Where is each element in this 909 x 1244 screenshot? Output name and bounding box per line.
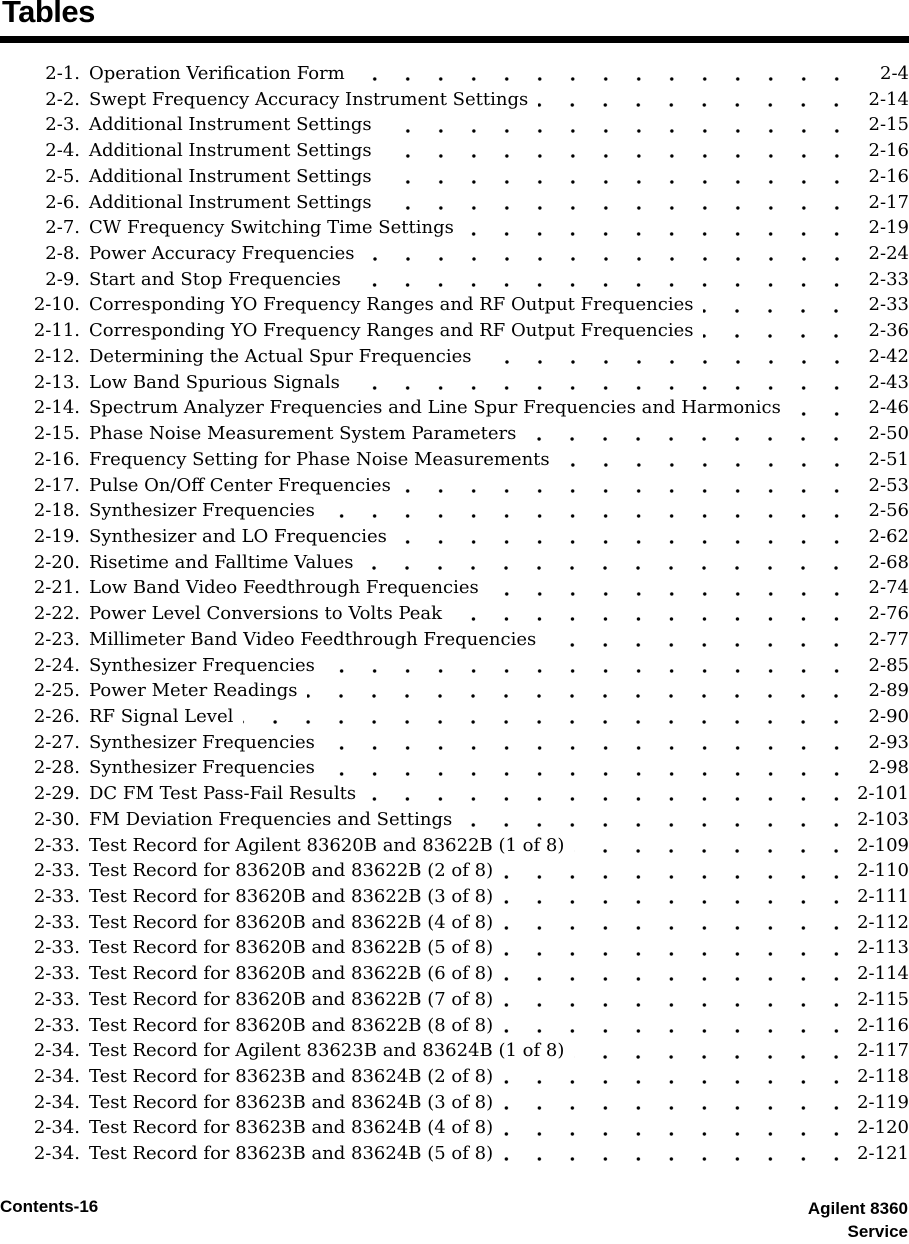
- dot-leader: [372, 138, 855, 164]
- toc-entry: [0, 498, 909, 524]
- toc-entry-number: 2-33.: [33, 937, 80, 959]
- toc-list: [0, 61, 909, 1167]
- toc-entry-page-number: 2-33: [868, 294, 909, 316]
- toc-entry: [0, 627, 909, 653]
- toc-entry-page-number: 2-46: [868, 397, 909, 419]
- dot-leader: [693, 292, 855, 318]
- toc-entry-number: 2-14.: [33, 397, 80, 419]
- toc-entry-page-number: 2-114: [857, 963, 909, 985]
- toc-entry-title: Pulse On/Off Center Frequencies: [89, 474, 391, 496]
- toc-entry-number: 2-20.: [33, 551, 80, 573]
- toc-entry-page-number: 2-36: [868, 320, 909, 342]
- dot-leader: [493, 1115, 855, 1141]
- toc-entry-title: Millimeter Band Video Feedthrough Frequencies: [89, 628, 537, 650]
- toc-entry-number: 2-33.: [33, 911, 80, 933]
- toc-entry: [0, 318, 909, 344]
- toc-entry-number: 2-33.: [33, 963, 80, 985]
- toc-entry: [0, 653, 909, 679]
- toc-entry-page-number: 2-42: [868, 345, 909, 367]
- toc-entry: [0, 755, 909, 781]
- toc-entry-number: 2-1.: [45, 63, 80, 84]
- toc-entry: [0, 910, 909, 936]
- toc-entry-number: 2-34.: [33, 1143, 80, 1165]
- toc-entry-title: Start and Stop Frequencies: [89, 268, 341, 290]
- toc-entry-page-number: 2-76: [868, 603, 909, 625]
- toc-entry-page-number: 2-103: [857, 808, 909, 830]
- toc-entry-title: Risetime and Falltime Values: [89, 551, 354, 573]
- toc-entry-title: Low Band Spurious Signals: [89, 371, 340, 393]
- toc-entry: [0, 1115, 909, 1141]
- toc-entry-title: Operation Verification Form: [89, 63, 345, 84]
- toc-entry-title: Test Record for 83620B and 83622B (7 of 8): [89, 988, 494, 1010]
- toc-entry-page-number: 2-120: [857, 1117, 909, 1139]
- toc-entry-number: 2-33.: [33, 860, 80, 882]
- toc-entry-page-number: 2-62: [868, 525, 909, 547]
- toc-entry-page-number: 2-24: [868, 243, 909, 265]
- dot-leader: [452, 807, 855, 833]
- dot-leader: [372, 164, 855, 190]
- toc-entry-number: 2-8.: [45, 243, 80, 265]
- toc-entry: [0, 138, 909, 164]
- toc-entry: [0, 241, 909, 267]
- dot-leader: [372, 190, 855, 216]
- toc-entry-page-number: 2-77: [868, 628, 909, 650]
- toc-entry-number: 2-5.: [45, 165, 80, 187]
- dot-leader: [353, 550, 855, 576]
- toc-entry: [0, 550, 909, 576]
- toc-entry-page-number: 2-109: [857, 834, 909, 856]
- toc-entry-page-number: 2-16: [868, 140, 909, 162]
- toc-entry: [0, 190, 909, 216]
- toc-entry-title: Test Record for 83620B and 83622B (2 of 8): [89, 860, 494, 882]
- dot-leader: [479, 575, 855, 601]
- footer-doc-type: Service: [847, 1222, 908, 1241]
- toc-entry-number: 2-28.: [33, 757, 80, 779]
- toc-entry-title: Synthesizer Frequencies: [89, 731, 315, 753]
- dot-leader: [297, 678, 855, 704]
- toc-entry-number: 2-10.: [33, 294, 80, 316]
- toc-entry-number: 2-24.: [33, 654, 80, 676]
- toc-entry-number: 2-22.: [33, 603, 80, 625]
- toc-entry-page-number: 2-4: [880, 63, 909, 84]
- toc-entry-title: Test Record for Agilent 83620B and 83622B (1 of 8): [89, 834, 565, 856]
- toc-entry: [0, 473, 909, 499]
- toc-entry: [0, 884, 909, 910]
- toc-entry-page-number: 2-98: [868, 757, 909, 779]
- toc-entry-title: Synthesizer Frequencies: [89, 654, 315, 676]
- toc-entry-page-number: 2-112: [857, 911, 909, 933]
- toc-entry-page-number: 2-51: [868, 448, 909, 470]
- footer-product-block: [808, 1197, 908, 1243]
- toc-entry-number: 2-26.: [33, 705, 80, 727]
- toc-entry: [0, 87, 909, 113]
- toc-entry-title: Test Record for 83623B and 83624B (4 of 8): [89, 1117, 494, 1139]
- toc-entry: [0, 678, 909, 704]
- toc-entry-number: 2-19.: [33, 525, 80, 547]
- toc-entry-number: 2-33.: [33, 886, 80, 907]
- toc-entry-number: 2-34.: [33, 1066, 80, 1088]
- toc-entry-title: FM Deviation Frequencies and Settings: [89, 808, 453, 830]
- toc-entry-title: Test Record for 83620B and 83622B (5 of 8): [89, 937, 494, 959]
- dot-leader: [345, 61, 855, 87]
- toc-entry-title: Swept Frequency Accuracy Instrument Settings: [89, 88, 529, 110]
- toc-entry-title: Additional Instrument Settings: [89, 114, 372, 136]
- toc-entry: [0, 1141, 909, 1167]
- toc-entry-page-number: 2-15: [868, 114, 909, 136]
- toc-entry-number: 2-25.: [33, 680, 80, 702]
- dot-leader: [493, 1141, 855, 1167]
- toc-entry-title: Determining the Actual Spur Frequencies: [89, 345, 472, 367]
- toc-entry: [0, 61, 909, 87]
- dot-leader: [550, 447, 855, 473]
- dot-leader: [493, 1090, 855, 1116]
- toc-entry: [0, 704, 909, 730]
- toc-entry: [0, 395, 909, 421]
- toc-entry-title: Power Accuracy Frequencies: [89, 243, 355, 265]
- toc-entry-title: Test Record for 83623B and 83624B (2 of 8): [89, 1066, 494, 1088]
- toc-entry: [0, 370, 909, 396]
- toc-entry-title: Additional Instrument Settings: [89, 165, 372, 187]
- toc-entry: [0, 1090, 909, 1116]
- toc-entry-number: 2-30.: [33, 808, 80, 830]
- toc-entry: [0, 447, 909, 473]
- toc-entry: [0, 1013, 909, 1039]
- toc-entry: [0, 164, 909, 190]
- toc-entry-number: 2-12.: [33, 345, 80, 367]
- toc-entry: [0, 575, 909, 601]
- toc-entry-title: Synthesizer and LO Frequencies: [89, 525, 387, 547]
- toc-entry-page-number: 2-110: [857, 860, 909, 882]
- toc-entry: [0, 935, 909, 961]
- toc-entry: [0, 833, 909, 859]
- toc-entry-title: RF Signal Level: [89, 705, 234, 727]
- toc-entry-title: Test Record for 83620B and 83622B (4 of 8): [89, 911, 494, 933]
- toc-entry-number: 2-11.: [33, 320, 80, 342]
- dot-leader: [516, 421, 855, 447]
- dot-leader: [472, 344, 855, 370]
- dot-leader: [387, 524, 855, 550]
- toc-entry-title: Synthesizer Frequencies: [89, 500, 315, 522]
- page-footer: [0, 1197, 908, 1243]
- toc-entry-page-number: 2-89: [868, 680, 909, 702]
- dot-leader: [493, 935, 855, 961]
- toc-entry-page-number: 2-43: [868, 371, 909, 393]
- toc-entry-page-number: 2-68: [868, 551, 909, 573]
- toc-entry-number: 2-33.: [33, 834, 80, 856]
- dot-leader: [493, 1064, 855, 1090]
- toc-entry-number: 2-34.: [33, 1091, 80, 1113]
- toc-entry: [0, 1064, 909, 1090]
- footer-page-label: Contents-16: [0, 1197, 99, 1216]
- toc-entry-title: Test Record for 83620B and 83622B (3 of 8): [89, 886, 494, 907]
- dot-leader: [340, 370, 855, 396]
- toc-entry-page-number: 2-50: [868, 423, 909, 445]
- toc-entry-number: 2-29.: [33, 783, 80, 805]
- toc-entry: [0, 858, 909, 884]
- toc-entry-number: 2-9.: [45, 268, 80, 290]
- dot-leader: [528, 87, 855, 113]
- toc-entry-number: 2-27.: [33, 731, 80, 753]
- dot-leader: [493, 1013, 855, 1039]
- dot-leader: [391, 473, 855, 499]
- toc-entry-page-number: 2-53: [868, 474, 909, 496]
- dot-leader: [341, 267, 855, 293]
- toc-entry-number: 2-4.: [45, 140, 80, 162]
- toc-entry-number: 2-17.: [33, 474, 80, 496]
- dot-leader: [781, 395, 855, 421]
- toc-entry: [0, 524, 909, 550]
- toc-entry-number: 2-2.: [45, 88, 80, 110]
- dot-leader: [493, 910, 855, 936]
- dot-leader: [493, 987, 855, 1013]
- toc-entry-number: 2-15.: [33, 423, 80, 445]
- toc-entry: [0, 730, 909, 756]
- page-title: Tables: [2, 0, 95, 29]
- toc-entry-title: Power Meter Readings: [89, 680, 298, 702]
- dot-leader: [536, 627, 855, 653]
- dot-leader: [442, 601, 855, 627]
- toc-entry: [0, 987, 909, 1013]
- toc-entry: [0, 807, 909, 833]
- toc-entry: [0, 292, 909, 318]
- dot-leader: [315, 653, 855, 679]
- toc-entry: [0, 601, 909, 627]
- dot-leader: [454, 215, 855, 241]
- toc-entry-number: 2-16.: [33, 448, 80, 470]
- dot-leader: [493, 884, 855, 910]
- toc-entry-page-number: 2-93: [868, 731, 909, 753]
- dot-leader: [564, 833, 855, 859]
- dot-leader: [315, 730, 855, 756]
- toc-entry-page-number: 2-90: [868, 705, 909, 727]
- toc-entry-number: 2-34.: [33, 1117, 80, 1139]
- toc-entry-title: Test Record for 83623B and 83624B (5 of 8): [89, 1143, 494, 1165]
- toc-entry-page-number: 2-14: [868, 88, 909, 110]
- toc-entry: [0, 781, 909, 807]
- toc-entry: [0, 421, 909, 447]
- toc-entry-title: Phase Noise Measurement System Parameters: [89, 423, 517, 445]
- dot-leader: [564, 1038, 855, 1064]
- toc-entry-number: 2-23.: [33, 628, 80, 650]
- toc-entry-page-number: 2-118: [857, 1066, 909, 1088]
- dot-leader: [493, 961, 855, 987]
- dot-leader: [355, 241, 856, 267]
- toc-entry-number: 2-3.: [45, 114, 80, 136]
- toc-entry: [0, 1038, 909, 1064]
- toc-entry-page-number: 2-111: [857, 886, 909, 907]
- toc-entry-title: Power Level Conversions to Volts Peak: [89, 603, 443, 625]
- toc-entry-number: 2-13.: [33, 371, 80, 393]
- toc-entry-page-number: 2-117: [857, 1040, 909, 1062]
- toc-entry-page-number: 2-115: [857, 988, 909, 1010]
- toc-entry-page-number: 2-119: [857, 1091, 909, 1113]
- toc-entry: [0, 267, 909, 293]
- toc-entry-number: 2-21.: [33, 577, 80, 599]
- toc-entry-number: 2-33.: [33, 1014, 80, 1036]
- toc-entry-title: Test Record for 83620B and 83622B (8 of 8): [89, 1014, 494, 1036]
- dot-leader: [315, 498, 855, 524]
- dot-leader: [315, 755, 855, 781]
- footer-product-name: Agilent 8360: [807, 1199, 908, 1218]
- toc-entry-title: Corresponding YO Frequency Ranges and RF Output Frequencies: [89, 320, 694, 342]
- toc-entry-title: Corresponding YO Frequency Ranges and RF Output Frequencies: [89, 294, 694, 316]
- dot-leader: [233, 704, 855, 730]
- toc-entry-number: 2-34.: [33, 1040, 80, 1062]
- dot-leader: [693, 318, 855, 344]
- toc-entry-number: 2-33.: [33, 988, 80, 1010]
- dot-leader: [372, 112, 855, 138]
- toc-entry-title: Additional Instrument Settings: [89, 191, 372, 213]
- dot-leader: [493, 858, 855, 884]
- toc-entry-page-number: 2-33: [868, 268, 909, 290]
- toc-entry: [0, 961, 909, 987]
- toc-entry-title: CW Frequency Switching Time Settings: [89, 217, 454, 239]
- toc-entry-page-number: 2-16: [868, 165, 909, 187]
- toc-entry: [0, 215, 909, 241]
- toc-entry-title: Additional Instrument Settings: [89, 140, 372, 162]
- toc-entry-page-number: 2-116: [857, 1014, 909, 1036]
- toc-entry-page-number: 2-85: [868, 654, 909, 676]
- toc-entry-title: Test Record for 83620B and 83622B (6 of 8): [89, 963, 494, 985]
- toc-entry-title: Frequency Setting for Phase Noise Measurements: [89, 448, 550, 470]
- toc-entry-page-number: 2-56: [868, 500, 909, 522]
- toc-entry-page-number: 2-17: [868, 191, 909, 213]
- title-rule: [0, 36, 909, 43]
- dot-leader: [356, 781, 855, 807]
- toc-entry-title: DC FM Test Pass-Fail Results: [89, 783, 357, 805]
- toc-entry-number: 2-7.: [45, 217, 80, 239]
- toc-entry-title: Spectrum Analyzer Frequencies and Line Spur Frequencies and Harmonics: [89, 397, 781, 419]
- toc-entry: [0, 344, 909, 370]
- toc-entry: [0, 112, 909, 138]
- toc-entry-title: Test Record for 83623B and 83624B (3 of 8): [89, 1091, 494, 1113]
- toc-entry-number: 2-18.: [33, 500, 80, 522]
- toc-entry-title: Low Band Video Feedthrough Frequencies: [89, 577, 479, 599]
- toc-entry-page-number: 2-19: [868, 217, 909, 239]
- toc-entry-page-number: 2-113: [857, 937, 909, 959]
- toc-entry-number: 2-6.: [45, 191, 80, 213]
- toc-entry-title: Synthesizer Frequencies: [89, 757, 315, 779]
- toc-entry-title: Test Record for Agilent 83623B and 83624B (1 of 8): [89, 1040, 565, 1062]
- toc-entry-page-number: 2-121: [857, 1143, 909, 1165]
- toc-entry-page-number: 2-74: [868, 577, 909, 599]
- toc-entry-page-number: 2-101: [857, 783, 909, 805]
